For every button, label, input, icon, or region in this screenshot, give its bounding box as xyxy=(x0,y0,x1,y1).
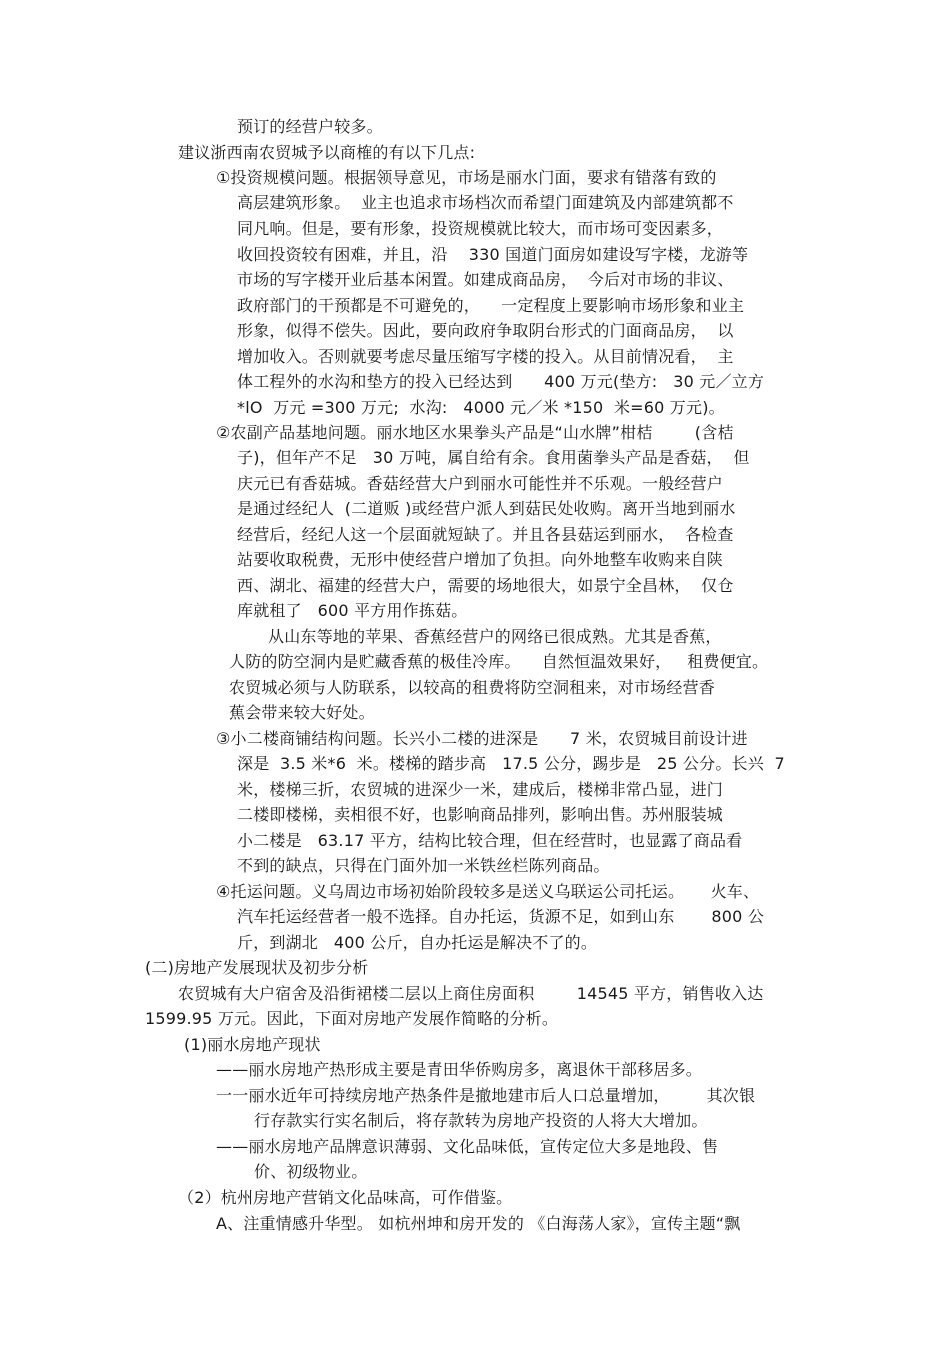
text-line: *lO 万元 =300 万元; 水沟: 4000 元／米 *150 米=60 万元)。 xyxy=(237,398,725,417)
text-line: 预订的经营户较多。 xyxy=(237,117,383,136)
text-line: 米，楼梯三折，农贸城的进深少一米，建成后，楼梯非常凸显，进门 xyxy=(237,780,724,799)
text-line: 增加收入。否则就要考虑尽量压缩写字楼的投入。从目前情况看， 主 xyxy=(237,347,734,366)
text-line: 人防的防空洞内是贮藏香蕉的极佳冷库。 自然恒温效果好， 租费便宜。 xyxy=(229,652,769,671)
text-line: 政府部门的干预都是不可避免的， 一定程度上要影响市场形象和业主 xyxy=(237,296,745,315)
text-line: 站要收取税费，无形中使经营户增加了负担。向外地整车收购来自陕 xyxy=(237,550,724,569)
text-line: 行存款实行实名制后，将存款转为房地产投资的人将大大增加。 xyxy=(254,1111,708,1130)
text-line: 小二楼是 63.17 平方，结构比较合理，但在经营时，也显露了商品看 xyxy=(237,831,743,850)
text-line: 汽车托运经营者一般不选择。自办托运，货源不足，如到山东 800 公 xyxy=(237,907,765,926)
text-line: 库就租了 600 平方用作拣菇。 xyxy=(237,601,468,620)
text-line: 庆元已有香菇城。香菇经营大户到丽水可能性并不乐观。一般经营户 xyxy=(237,474,724,493)
text-line: 二楼即楼梯，卖相很不好，也影响商品排列，影响出售。苏州服装城 xyxy=(237,805,724,824)
text-line: 形象，似得不偿失。因此，要向政府争取阴台形式的门面商品房， 以 xyxy=(237,321,734,340)
text-line: ——丽水房地产品牌意识薄弱、文化品味低，宣传定位大多是地段、售 xyxy=(216,1137,719,1156)
section-heading: (二)房地产发展现状及初步分析 xyxy=(145,958,369,977)
text-line: 子)，但年产不足 30 万吨，属自给有余。食用菌拳头产品是香菇， 但 xyxy=(237,448,750,467)
text-line: 1599.95 万元。因此，下面对房地产发展作简略的分析。 xyxy=(145,1009,559,1028)
text-line: 建议浙西南农贸城予以商榷的有以下几点: xyxy=(178,143,476,162)
text-line: 收回投资较有困难，并且，沿 330 国道门面房如建设写字楼，龙游等 xyxy=(237,245,749,264)
subsection-heading: (1)丽水房地产现状 xyxy=(184,1035,321,1054)
text-line: 同凡响。但是，要有形象，投资规模就比较大，而市场可变因素多， xyxy=(237,219,724,238)
text-line: 从山东等地的苹果、香蕉经营户的网络已很成熟。尤其是香蕉， xyxy=(268,627,722,646)
text-line: 高层建筑形象。 业主也追求市场档次而希望门面建筑及内部建筑都不 xyxy=(237,193,734,212)
text-line: ①投资规模问题。根据领导意见，市场是丽水门面，要求有错落有致的 xyxy=(216,168,717,187)
text-line: 农贸城有大户宿舍及沿街裙楼二层以上商住房面积 14545 平方，销售收入达 xyxy=(178,984,764,1003)
text-line: 一一丽水近年可持续房地产热条件是撤地建市后人口总量增加， 其次银 xyxy=(216,1086,756,1105)
text-line: 价、初级物业。 xyxy=(254,1162,368,1181)
text-line: 深是 3.5 米*6 米。楼梯的踏步高 17.5 公分，踢步是 25 公分。长兴 7 xyxy=(237,754,785,773)
text-line: 经营后，经纪人这一个层面就短缺了。并且各县菇运到丽水， 各检查 xyxy=(237,525,734,544)
text-line: 是通过经纪人 (二道贩 )或经营户派人到菇民处收购。离开当地到丽水 xyxy=(237,499,736,518)
text-line: 农贸城必须与人防联系，以较高的租费将防空洞租来，对市场经营香 xyxy=(229,678,716,697)
text-line: 西、湖北、福建的经营大户，需要的场地很大，如景宁全昌林， 仅仓 xyxy=(237,576,734,595)
text-line: 不到的缺点，只得在门面外加一米铁丝栏陈列商品。 xyxy=(237,856,610,875)
text-line: ④托运问题。义乌周边市场初始阶段较多是送义乌联运公司托运。 火车、 xyxy=(216,882,760,901)
text-line: ——丽水房地产热形成主要是青田华侨购房多，离退休干部移居多。 xyxy=(216,1060,703,1079)
text-line: 市场的写字楼开业后基本闲置。如建成商品房， 今后对市场的非议、 xyxy=(237,270,734,289)
subsection-heading: （2）杭州房地产营销文化品味高，可作借鉴。 xyxy=(178,1188,513,1207)
text-line: 体工程外的水沟和垫方的投入已经达到 400 万元(垫方: 30 元／立方 xyxy=(237,372,765,391)
text-line: ②农副产品基地问题。丽水地区水果拳头产品是“山水牌”柑桔 (含桔 xyxy=(216,423,734,442)
text-line: 斤，到湖北 400 公斤，自办托运是解决不了的。 xyxy=(237,933,598,952)
text-line: 蕉会带来较大好处。 xyxy=(229,703,375,722)
text-line: ③小二楼商铺结构问题。长兴小二楼的进深是 7 米，农贸城目前设计进 xyxy=(216,729,748,748)
text-line: A、注重情感升华型。 如杭州坤和房开发的 《白海荡人家》，宣传主题“飘 xyxy=(216,1214,741,1233)
